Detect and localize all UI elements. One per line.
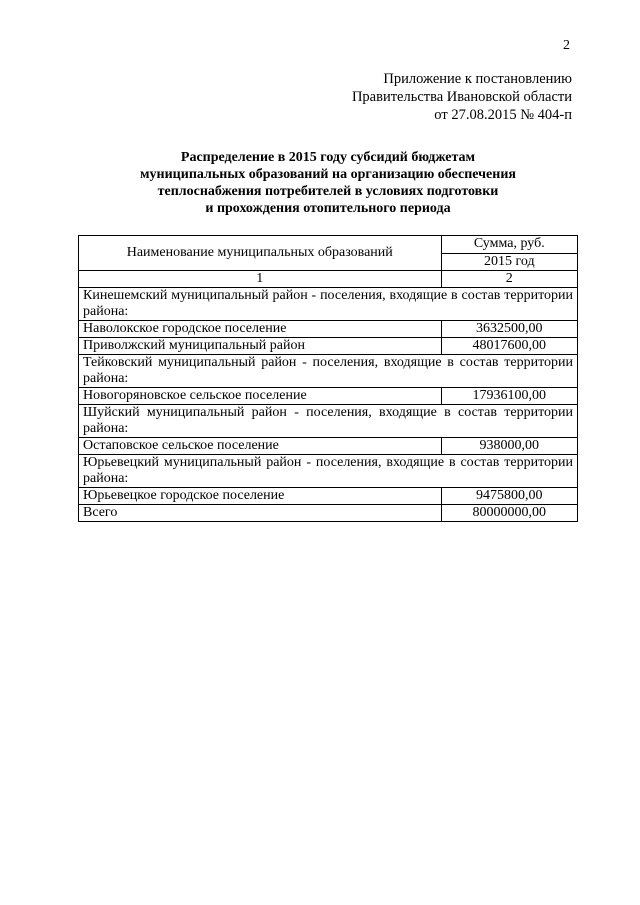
- column-number-1: 1: [79, 271, 442, 288]
- appendix-header: [352, 70, 572, 124]
- column-number-row: [79, 271, 578, 288]
- municipality-name: Юрьевецкое городское поселение: [79, 488, 442, 505]
- table-row: [79, 438, 578, 455]
- total-row: [79, 505, 578, 522]
- table-header-row: [79, 236, 578, 254]
- municipality-name: Остаповское сельское поселение: [79, 438, 442, 455]
- subsidy-table-container: [78, 235, 578, 522]
- municipality-name: Приволжский муниципальный район: [79, 338, 442, 355]
- subsidy-amount: 17936100,00: [441, 388, 577, 405]
- title-line-2: муниципальных образований на организацию обеспечения: [140, 167, 516, 182]
- subsidy-amount: 3632500,00: [441, 321, 577, 338]
- group-title: Тейковский муниципальный район - поселения, входящие в состав территории района:: [79, 355, 578, 388]
- group-row: [79, 455, 578, 488]
- title-line-3: теплоснабжения потребителей в условиях подготовки: [157, 184, 499, 199]
- group-row: [79, 288, 578, 321]
- table-row: [79, 388, 578, 405]
- table-row: [79, 488, 578, 505]
- group-title: Юрьевецкий муниципальный район - поселения, входящие в состав территории района:: [79, 455, 578, 488]
- appendix-line-2: Правительства Ивановской области: [351, 89, 572, 105]
- appendix-line-1: Приложение к постановлению: [383, 71, 572, 87]
- header-sum-cell: Сумма, руб.: [441, 236, 577, 254]
- municipality-name: Наволокское городское поселение: [79, 321, 442, 338]
- title-line-4: и прохождения отопительного периода: [205, 201, 451, 216]
- subsidy-amount: 9475800,00: [441, 488, 577, 505]
- table-row: [79, 338, 578, 355]
- column-number-2: 2: [441, 271, 577, 288]
- table-row: [79, 321, 578, 338]
- group-title: Шуйский муниципальный район - поселения, входящие в состав территории района:: [79, 405, 578, 438]
- group-row: [79, 355, 578, 388]
- header-name-cell: Наименование муниципальных образований: [79, 236, 442, 271]
- subsidy-amount: 938000,00: [441, 438, 577, 455]
- header-year-cell: 2015 год: [441, 253, 577, 271]
- group-row: [79, 405, 578, 438]
- municipality-name: Новогоряновское сельское поселение: [79, 388, 442, 405]
- page-number: 2: [563, 38, 570, 53]
- subsidy-amount: 48017600,00: [441, 338, 577, 355]
- appendix-line-3: от 27.08.2015 № 404-п: [434, 107, 572, 123]
- document-title: [78, 149, 578, 217]
- total-label: Всего: [79, 505, 442, 522]
- total-value: 80000000,00: [441, 505, 577, 522]
- group-title: Кинешемский муниципальный район - поселения, входящие в состав территории района:: [79, 288, 578, 321]
- subsidy-table: [78, 235, 578, 522]
- title-line-1: Распределение в 2015 году субсидий бюджетам: [180, 150, 476, 165]
